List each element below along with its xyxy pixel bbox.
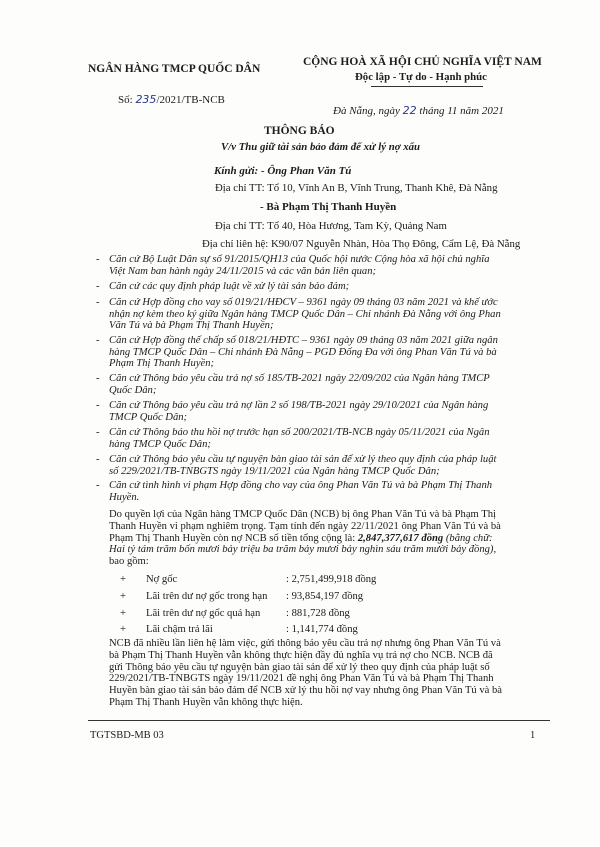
paragraph-line: Thanh Huyền vi phạm nghiêm trọng. Tạm tính đến ngày 22/11/2021 ông Phan Văn Tú và bà <box>109 520 501 532</box>
total-debt-words: Hai tỷ tám trăm bốn mươi bảy triệu ba trăm bảy mươi bảy nghìn sáu trăm mười bảy đồng), <box>109 544 497 556</box>
breakdown-value: : 881,728 đồng <box>286 608 350 619</box>
paragraph-line: bà Phạm Thị Thanh Huyền vẫn không thực hiện đầy đủ nghĩa vụ trả nợ cho NCB. NCB đã <box>109 649 493 661</box>
legal-basis-line: Phạm Thị Thanh Huyền; <box>109 358 215 370</box>
breakdown-row <box>120 624 358 636</box>
national-motto: Độc lập - Tự do - Hạnh phúc <box>355 71 487 83</box>
document-title: THÔNG BÁO <box>264 125 335 137</box>
breakdown-row <box>120 608 350 620</box>
legal-basis-line: Việt Nam ban hành ngày 24/11/2015 và các văn bản liên quan; <box>109 265 377 277</box>
legal-basis-line: Căn cứ tình hình vi phạm Hợp đồng cho vay của ông Phan Văn Tú và bà Phạm Thị Thanh <box>109 480 493 491</box>
issue-date <box>333 104 504 117</box>
paragraph-bank-actions <box>109 638 502 709</box>
legal-basis-item: - Căn cứ Thông báo thu hồi nợ trước hạn số 200/2021/TB-NCB ngày 05/11/2021 của Ngân hàng TMCP Quốc Dân; <box>96 427 490 450</box>
country-name: CỘNG HOÀ XÃ HỘI CHỦ NGHĨA VIỆT NAM <box>303 56 542 68</box>
breakdown-row <box>120 591 364 603</box>
legal-basis-line: Quốc Dân; <box>109 384 157 396</box>
recipient-1-address: Địa chỉ TT: Tổ 10, Vĩnh An B, Vĩnh Trung, Thanh Khê, Đà Nẵng <box>215 182 498 194</box>
legal-basis-line: Căn cứ Thông báo yêu cầu trả nợ số 185/TB-2021 ngày 22/09/202 của Ngân hàng TMCP <box>109 373 490 384</box>
doc-number-suffix: /2021/TB-NCB <box>156 94 225 106</box>
total-debt-amount: 2,847,377,617 đồng <box>357 532 444 544</box>
legal-basis-line: Văn Tú và bà Phạm Thị Thanh Huyền; <box>109 320 274 332</box>
paragraph-debt-summary <box>109 509 501 568</box>
date-prefix: Đà Nẵng, ngày <box>333 105 403 117</box>
legal-basis-item: - Căn cứ tình hình vi phạm Hợp đồng cho vay của ông Phan Văn Tú và bà Phạm Thị Thanh Huyền. <box>96 480 493 503</box>
breakdown-row <box>120 574 377 586</box>
plus-icon: + <box>120 608 126 619</box>
plus-icon: + <box>120 624 126 635</box>
total-debt-intro: Phạm Thị Thanh Huyền còn nợ NCB số tiền tổng cộng là: <box>109 532 358 544</box>
legal-basis-line: TMCP Quốc Dân; <box>109 411 188 423</box>
plus-icon: + <box>120 591 126 602</box>
doc-number-handwritten: 235 <box>135 93 157 106</box>
bank-name: NGÂN HÀNG TMCP QUỐC DÂN <box>88 63 261 75</box>
greeting-recipient-1: Kính gửi: - Ông Phan Văn Tú <box>214 165 352 177</box>
breakdown-value: : 2,751,499,918 đồng <box>286 574 377 585</box>
legal-basis-line: Căn cứ các quy định pháp luật về xử lý tài sản bảo đảm; <box>109 281 350 292</box>
breakdown-value: : 1,141,774 đồng <box>286 624 358 635</box>
recipient-2-name: - Bà Phạm Thị Thanh Huyền <box>260 201 397 213</box>
legal-basis-line: Căn cứ Bộ Luật Dân sự số 91/2015/QH13 của Quốc hội nước Cộng hòa xã hội chủ nghĩa <box>109 254 490 265</box>
legal-basis-line: Căn cứ Thông báo yêu cầu trả nợ lần 2 số 198/TB-2021 ngày 29/10/2021 của Ngân hàng <box>109 400 489 411</box>
motto-underline <box>371 86 483 87</box>
legal-basis-line: Huyền. <box>109 491 140 503</box>
legal-basis-item: - Căn cứ Thông báo yêu cầu trả nợ số 185/TB-2021 ngày 22/09/202 của Ngân hàng TMCP Quốc Dân; <box>96 373 490 396</box>
breakdown-value: : 93,854,197 đồng <box>286 591 364 602</box>
paragraph-line: Phạm Thị Thanh Huyền vẫn không thực hiện. <box>109 696 303 708</box>
paragraph-line <box>109 533 501 545</box>
legal-basis-item: - Căn cứ Bộ Luật Dân sự số 91/2015/QH13 của Quốc hội nước Cộng hòa xã hội chủ nghĩa Việt Nam ban hành ngày 24/11/2015 và các văn bản liên quan; <box>96 254 490 277</box>
breakdown-label: Lãi trên dư nợ gốc trong hạn <box>146 591 268 602</box>
legal-basis-item: - Căn cứ Hợp đồng thế chấp số 018/21/HĐTC – 9361 ngày 09 tháng 03 năm 2021 giữa ngân hàng TMCP Quốc Dân – Chi nhánh Đà Nẵng – PGD Đống Đa với ông Phan Văn Tú và bà Phạm Thị Thanh Huyền; <box>96 335 498 370</box>
contact-address: Địa chỉ liên hệ: K90/07 Nguyễn Nhàn, Hòa Thọ Đông, Cẩm Lệ, Đà Nẵng <box>202 238 521 250</box>
doc-number <box>118 93 225 106</box>
legal-basis-item: - Căn cứ các quy định pháp luật về xử lý tài sản bảo đảm; <box>96 281 350 292</box>
paragraph-line: Do quyền lợi của Ngân hàng TMCP Quốc Dân (NCB) bị ông Phan Văn Tú và bà Phạm Thị <box>109 509 496 520</box>
paragraph-line: gửi Thông báo yêu cầu tự nguyện bàn giao tài sản để xử lý theo quy định của pháp luật số <box>109 661 490 673</box>
legal-basis-line: hàng TMCP Quốc Dân; <box>109 438 211 450</box>
footer-rule <box>88 720 550 721</box>
date-day-handwritten: 22 <box>402 104 417 117</box>
total-debt-words-intro: (bằng chữ: <box>443 532 493 544</box>
plus-icon: + <box>120 574 126 585</box>
legal-basis-line: Căn cứ Thông báo yêu cầu tự nguyện bàn giao tài sản để xử lý theo quy định của pháp luật <box>109 454 497 465</box>
page-number: 1 <box>530 730 536 741</box>
form-code: TGTSBD-MB 03 <box>90 730 164 741</box>
breakdown-label: Lãi chậm trả lãi <box>146 624 213 635</box>
breakdown-label: Nợ gốc <box>146 574 178 585</box>
recipient-2-address: Địa chỉ TT: Tổ 40, Hòa Hương, Tam Kỳ, Quảng Nam <box>215 220 447 232</box>
document-subject: V/v Thu giữ tài sản bảo đảm để xử lý nợ xấu <box>221 141 420 153</box>
date-suffix: tháng 11 năm 2021 <box>416 105 504 117</box>
paragraph-line: 229/2021/TB-TNBGTS ngày 19/11/2021 đề nghị ông Phan Văn Tú và bà Phạm Thị Thanh <box>109 673 494 685</box>
legal-basis-item: - Căn cứ Thông báo yêu cầu trả nợ lần 2 số 198/TB-2021 ngày 29/10/2021 của Ngân hàng TMCP Quốc Dân; <box>96 400 489 423</box>
legal-basis-line: nhận nợ kèm theo ký giữa Ngân hàng TMCP Quốc Dân – Chi nhánh Đà Nẵng với ông Phan <box>109 308 501 320</box>
breakdown-label: Lãi trên dư nợ gốc quá hạn <box>146 608 261 619</box>
legal-basis-line: hàng TMCP Quốc Dân – Chi nhánh Đà Nẵng – PGD Đống Đa với ông Phan Văn Tú và bà <box>109 346 497 358</box>
legal-basis-item: - Căn cứ Hợp đồng cho vay số 019/21/HĐCV – 9361 ngày 09 tháng 03 năm 2021 và khế ước nhận nợ kèm theo ký giữa Ngân hàng TMCP Quốc Dân – Chi nhánh Đà Nẵng với ông Phan Văn Tú và bà Phạm Thị Thanh Huyền; <box>96 297 501 332</box>
paragraph-line: bao gồm: <box>109 556 149 568</box>
legal-basis-item: - Căn cứ Thông báo yêu cầu tự nguyện bàn giao tài sản để xử lý theo quy định của pháp luật số 229/2021/TB-TNBGTS ngày 19/11/2021 của Ngân hàng TMCP Quốc Dân; <box>96 454 497 477</box>
legal-basis-line: Căn cứ Hợp đồng thế chấp số 018/21/HĐTC – 9361 ngày 09 tháng 03 năm 2021 giữa ngân <box>109 335 498 346</box>
paragraph-line: NCB đã nhiều lần liên hệ làm việc, gửi thông báo yêu cầu trả nợ nhưng ông Phan Văn Tú và <box>109 638 501 649</box>
paragraph-line: Huyền bàn giao tài sản bảo đảm để NCB xử lý thu hồi nợ vay nhưng ông Phan Văn Tú và bà <box>109 685 503 697</box>
doc-number-prefix: Số: <box>118 94 136 106</box>
legal-basis-line: số 229/2021/TB-TNBGTS ngày 19/11/2021 của Ngân hàng TMCP Quốc Dân; <box>109 465 440 477</box>
legal-basis-line: Căn cứ Hợp đồng cho vay số 019/21/HĐCV – 9361 ngày 09 tháng 03 năm 2021 và khế ước <box>109 297 498 308</box>
legal-basis-line: Căn cứ Thông báo thu hồi nợ trước hạn số 200/2021/TB-NCB ngày 05/11/2021 của Ngân <box>109 427 490 438</box>
